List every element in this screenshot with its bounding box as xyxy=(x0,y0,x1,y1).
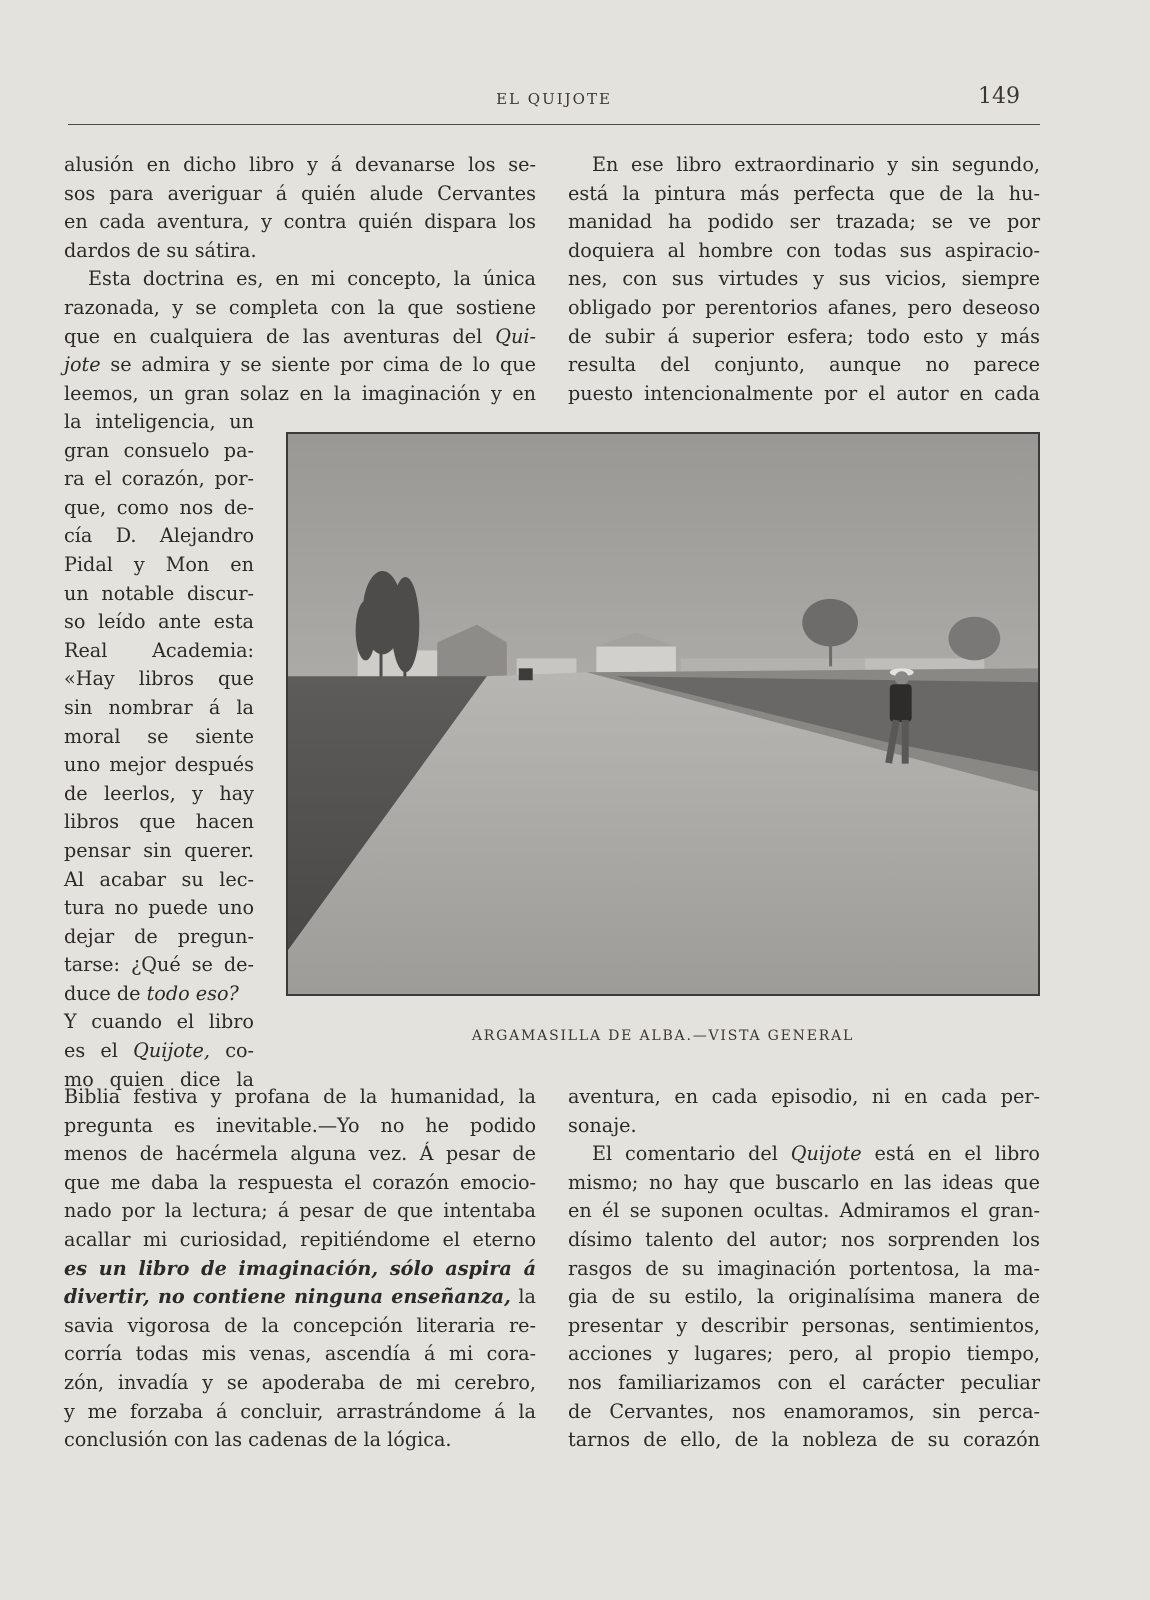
text-line xyxy=(64,323,536,352)
text-line: Real Academia: xyxy=(64,638,254,662)
text-line: alusión en dicho libro y á devanarse los se- xyxy=(64,153,536,176)
text-line: nos familiarizamos con el carácter peculiar xyxy=(568,1370,1040,1394)
text-run: El comentario del xyxy=(592,1142,778,1166)
text-line: mismo; no hay que buscarlo en las ideas que xyxy=(568,1170,1040,1194)
text-line xyxy=(64,351,536,380)
text-line: menos de hacérmela alguna vez. Á pesar de xyxy=(64,1142,536,1166)
text-line: Y cuando el libro xyxy=(64,1010,254,1034)
text-run: co- xyxy=(225,1039,255,1063)
text-line: ra el corazón, por- xyxy=(64,467,254,491)
text-line: dísimo talento del autor; nos sorprenden los xyxy=(568,1227,1040,1251)
text-run: se admira y se siente por cima de lo que xyxy=(110,353,536,377)
text-line: zón, invadía y se apoderaba de mi cerebro, xyxy=(64,1370,536,1394)
italic-run: todo eso? xyxy=(146,981,239,1005)
text-run: está en el libro xyxy=(874,1142,1040,1166)
distant-cart xyxy=(519,668,533,680)
text-line: tarse: ¿Qué se de- xyxy=(64,953,254,977)
text-line: sin nombrar á la xyxy=(64,695,254,719)
text-line: doquiera al hombre con todas sus aspiracio- xyxy=(568,238,1040,262)
text-line: obligado por perentorios afanes, pero deseoso xyxy=(568,295,1040,319)
text-line: de subir á superior esfera; todo esto y más xyxy=(568,324,1040,348)
text-line: puesto intencionalmente por el autor en cada xyxy=(568,381,1040,405)
text-line: sos para averiguar á quién alude Cervantes xyxy=(64,181,536,205)
text-line: de leerlos, y hay xyxy=(64,781,254,805)
text-line: tarnos de ello, de la nobleza de su corazón xyxy=(568,1428,1040,1452)
photograph xyxy=(286,432,1040,996)
text-line: acallar mi curiosidad, repitiéndome el eterno xyxy=(64,1227,536,1251)
text-line: de Cervantes, nos enamoramos, sin perca- xyxy=(568,1399,1040,1423)
text-line: dejar de pregun- xyxy=(64,924,254,948)
text-line: conclusión con las cadenas de la lógica. xyxy=(64,1428,452,1452)
left-column-narrow xyxy=(64,408,254,1094)
page-number: 149 xyxy=(978,84,1020,109)
text-line: dardos de su sátira. xyxy=(64,238,257,262)
text-line: mo quien dice la xyxy=(64,1067,254,1091)
text-line: Pidal y Mon en xyxy=(64,552,254,576)
text-line: Biblia festiva y profana de la humanidad, la xyxy=(64,1085,536,1108)
italic-run: jote xyxy=(64,353,101,377)
text-line: so leído ante esta xyxy=(64,610,254,634)
text-line xyxy=(64,980,254,1009)
landscape-photo xyxy=(288,434,1038,994)
text-line: razonada, y se completa con la que sostiene xyxy=(64,295,536,319)
text-run: que en cualquiera de las aventuras del xyxy=(64,324,483,348)
italic-run: Quijote, xyxy=(133,1039,211,1063)
text-line: cía D. Alejandro xyxy=(64,524,254,548)
text-line: presentar y describir personas, sentimientos, xyxy=(568,1313,1040,1337)
italic-run: Qui- xyxy=(495,324,536,348)
text-line: libros que hacen xyxy=(64,810,254,834)
text-run: es el xyxy=(64,1039,118,1063)
text-run: duce de xyxy=(64,981,141,1005)
right-column-top xyxy=(568,151,1040,408)
text-line: nes, con sus virtudes y sus vicios, siempre xyxy=(568,267,1040,291)
text-line xyxy=(64,1283,536,1312)
figure-caption: ARGAMASILLA DE ALBA.—VISTA GENERAL xyxy=(471,1028,855,1044)
text-line: pregunta es inevitable.—Yo no he podido xyxy=(64,1113,536,1137)
left-column-top xyxy=(64,151,536,408)
text-line: leemos, un gran solaz en la imaginación y en xyxy=(64,381,536,405)
page-header xyxy=(68,84,1040,125)
text-line: la inteligencia, un xyxy=(64,410,254,433)
text-line xyxy=(568,1140,1040,1169)
right-column-bottom xyxy=(568,1083,1040,1455)
text-line: sonaje. xyxy=(568,1113,637,1137)
text-line: en cada aventura, y contra quién dispara los xyxy=(64,210,536,234)
text-line: Esta doctrina es, en mi concepto, la única xyxy=(88,267,536,291)
text-line: savia vigorosa de la concepción literaria re- xyxy=(64,1313,536,1337)
italic-run: Quijote xyxy=(790,1142,862,1166)
running-title: EL QUIJOTE xyxy=(496,90,612,108)
text-line: es un libro de imaginación, sólo aspira á xyxy=(64,1256,536,1280)
text-line: En ese libro extraordinario y sin segundo, xyxy=(592,153,1040,176)
text-line: Al acabar su lec- xyxy=(64,867,254,891)
text-line: acciones y lugares; pero, al propio tiempo, xyxy=(568,1342,1040,1366)
text-line: gia de su estilo, la originalísima manera de xyxy=(568,1285,1040,1309)
text-line xyxy=(64,1037,254,1066)
text-line: «Hay libros que xyxy=(64,667,254,691)
text-line: tura no puede uno xyxy=(64,896,254,920)
text-line: uno mejor después xyxy=(64,753,254,777)
text-line: rasgos de su imaginación portentosa, la ma- xyxy=(568,1256,1040,1280)
text-line: que me daba la respuesta el corazón emocio- xyxy=(64,1170,536,1194)
italic-run: divertir, no contiene ninguna enseñanza, xyxy=(64,1285,511,1309)
text-line: un notable discur- xyxy=(64,581,254,605)
text-line: aventura, en cada episodio, ni en cada per- xyxy=(568,1085,1040,1108)
text-run: la xyxy=(518,1285,536,1309)
text-line: resulta del conjunto, aunque no parece xyxy=(568,353,1040,377)
text-line: moral se siente xyxy=(64,724,254,748)
text-line: que, como nos de- xyxy=(64,495,254,519)
text-line: corría todas mis venas, ascendía á mi cora- xyxy=(64,1342,536,1366)
text-line: manidad ha podido ser trazada; se ve por xyxy=(568,210,1040,234)
text-line: y me forzaba á concluir, arrastrándome á la xyxy=(64,1399,536,1423)
text-line: en él se suponen ocultas. Admiramos el gran- xyxy=(568,1199,1040,1223)
text-line: está la pintura más perfecta que de la hu- xyxy=(568,181,1040,205)
text-line: gran consuelo pa- xyxy=(64,438,254,462)
text-line: pensar sin querer. xyxy=(64,838,254,862)
left-column-bottom xyxy=(64,1083,536,1455)
text-line: nado por la lectura; á pesar de que intentaba xyxy=(64,1199,536,1223)
